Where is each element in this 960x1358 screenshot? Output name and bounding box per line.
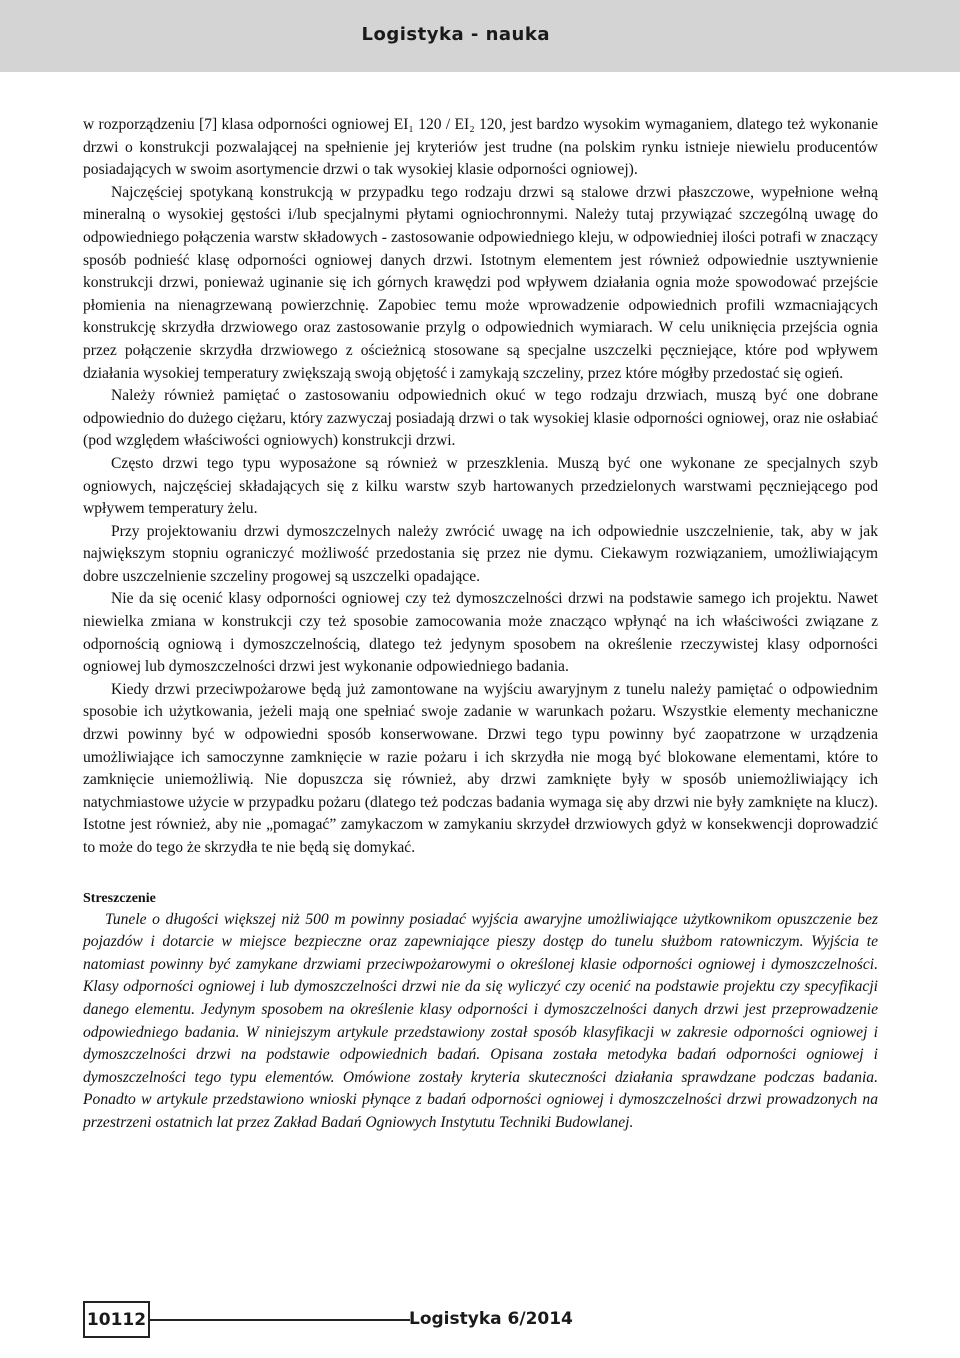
paragraph: Należy również pamiętać o zastosowaniu odpowiednich okuć w tego rodzaju drzwiach, muszą być one dobrane odpowiednio do dużego ciężaru, który zazwyczaj posiadają drzwi o tak wysokiej klasie odporności ogniowej, oraz nie osłabiać (pod względem właściwości ogniowych) konstrukcji drzwi. — [83, 387, 878, 450]
article-body — [83, 114, 878, 1135]
abstract-text: Tunele o długości większej niż 500 m powinny posiadać wyjścia awaryjne umożliwiające użytkownikom opuszczenie bez pojazdów i dotarcie w miejsce bezpieczne oraz zapewniające pieszy dostęp do tunelu służbom ratowniczym. Wyjścia te natomiast powinny być zamykane drzwiami przeciwpożarowymi o określonej klasie odporności ogniowej i dymoszczelności. Klasy odporności ogniowej i lub dymoszczelności drzwi nie da się wyliczyć czy ocenić na podstawie projektu czy specyfikacji danego elementu. Jedynym sposobem na określenie klasy odporności i dymoszczelności danych drzwi jest przeprowadzenie odpowiedniego badania. W niniejszym artykule przedstawiony został sposób klasyfikacji w zakresie odporności ogniowej i dymoszczelności drzwi na podstawie odpowiednich badań. Opisana została metodyka badań odporności ogniowej i dymoszczelności tego typu elementów. Omówione zostały kryteria skuteczności działania sprawdzane podczas badania. Ponadto w artykule przedstawiono wnioski płynące z badań odporności ogniowej i dymoszczelności drzwi prowadzonych na przestrzeni ostatnich lat przez Zakład Badań Ogniowych Instytutu Techniki Budowlanej. — [83, 910, 878, 1131]
footer-divider — [150, 1319, 410, 1321]
page-number: 10112 — [83, 1301, 150, 1338]
abstract-section — [83, 889, 878, 1135]
paragraph: Nie da się ocenić klasy odporności ogniowej czy też dymoszczelności drzwi na podstawie samego ich projektu. Nawet niewielka zmiana w konstrukcji czy też sposobie zamocowania może znacząco wpłynąć na ich właściwości związane z odpornością ogniową i dymoszczelnością, dlatego też jedynym sposobem na określenie rzeczywistej klasy odporności ogniowej lub dymoszczelności drzwi jest wykonanie odpowiedniego badania. — [83, 590, 878, 676]
journal-issue: Logistyka 6/2014 — [409, 1309, 573, 1329]
paragraph: Przy projektowaniu drzwi dymoszczelnych należy zwrócić uwagę na ich odpowiednie uszczelnienie, tak, aby w jak największym stopniu ograniczyć możliwość przedostania się przez nie dymu. Ciekawym rozwiązaniem, umożliwiającym dobre uszczelnienie szczeliny progowej są uszczelki opadające. — [83, 522, 878, 585]
paragraph: Często drzwi tego typu wyposażone są również w przeszklenia. Muszą być one wykonane ze specjalnych szyb ogniowych, najczęściej składających się z kilku warstw szyb hartowanych przedzielonych warstwami pęczniejącego pod wpływem temperatury żelu. — [83, 454, 878, 518]
running-header: Logistyka - nauka — [361, 24, 550, 45]
paragraph: Kiedy drzwi przeciwpożarowe będą już zamontowane na wyjściu awaryjnym z tunelu należy pamiętać o odpowiednim sposobie ich użytkowania, jeżeli mają one spełniać swoje zadanie w warunkach pożaru. Wszystkie elementy mechaniczne drzwi powinny być w odpowiedni sposób konserwowane. Drzwi tego typu powinny być zaopatrzone w urządzenia umożliwiające ich samoczynne zamknięcie w razie pożaru i ich skrzydła nie mogą być blokowane elementami, które to zamknięcie uniemożliwią. Nie dopuszcza się również, aby drzwi zamknięte były w sposób uniemożliwiający ich natychmiastowe użycie w przypadku pożaru (dlatego też podczas badania wymaga się aby drzwi nie były zamknięte na klucz). Istotne jest również, aby nie „pomagać” zamykaczom w zamykaniu skrzydeł drzwiowych gdyż w konsekwencji doprowadzić to może do tego że skrzydła te nie będą się domykać. — [83, 680, 878, 856]
paragraph: w rozporządzeniu [7] klasa odporności ogniowej EI₁ 120 / EI₂ 120, jest bardzo wysokim wymaganiem, dlatego też wykonanie drzwi o konstrukcji pozwalającej na spełnienie jej kryteriów jest trudne (na polskim rynku istnieje niewielu producentów posiadających w swoim asortymencie drzwi o tak wysokiej klasie odporności ogniowej). — [83, 116, 878, 179]
header-bar — [0, 0, 960, 72]
paragraph: Najczęściej spotykaną konstrukcją w przypadku tego rodzaju drzwi są stalowe drzwi płaszczowe, wypełnione wełną mineralną o wysokiej gęstości i/lub specjalnymi płytami ogniochronnymi. Należy tutaj przywiązać szczególną uwagę do odpowiedniego połączenia warstw składowych - zastosowanie odpowiedniego kleju, w odpowiedniej ilości potrafi w znaczący sposób podnieść klasę odporności ogniowej danych drzwi. Istotnym elementem jest również odpowiednie usztywnienie konstrukcji drzwi, ponieważ uginanie się ich górnych krawędzi pod wpływem działania ognia może spowodować przejście płomienia na nienagrzewaną powierzchnię. Zapobiec temu może wprowadzenie odpowiednich profili wzmacniających konstrukcję skrzydła drzwiowego oraz zastosowanie przylg o odpowiednich wymiarach. W celu uniknięcia przejścia ognia przez połączenie skrzydła drzwiowego z ościeżnicą stosowane są specjalne uszczelki pęczniejące, które pod wpływem działania wysokiej temperatury zwiększają swoją objętość i zamykają szczeliny, przez które mógłby przedostać się ogień. — [83, 183, 878, 382]
abstract-heading: Streszczenie — [83, 890, 156, 906]
